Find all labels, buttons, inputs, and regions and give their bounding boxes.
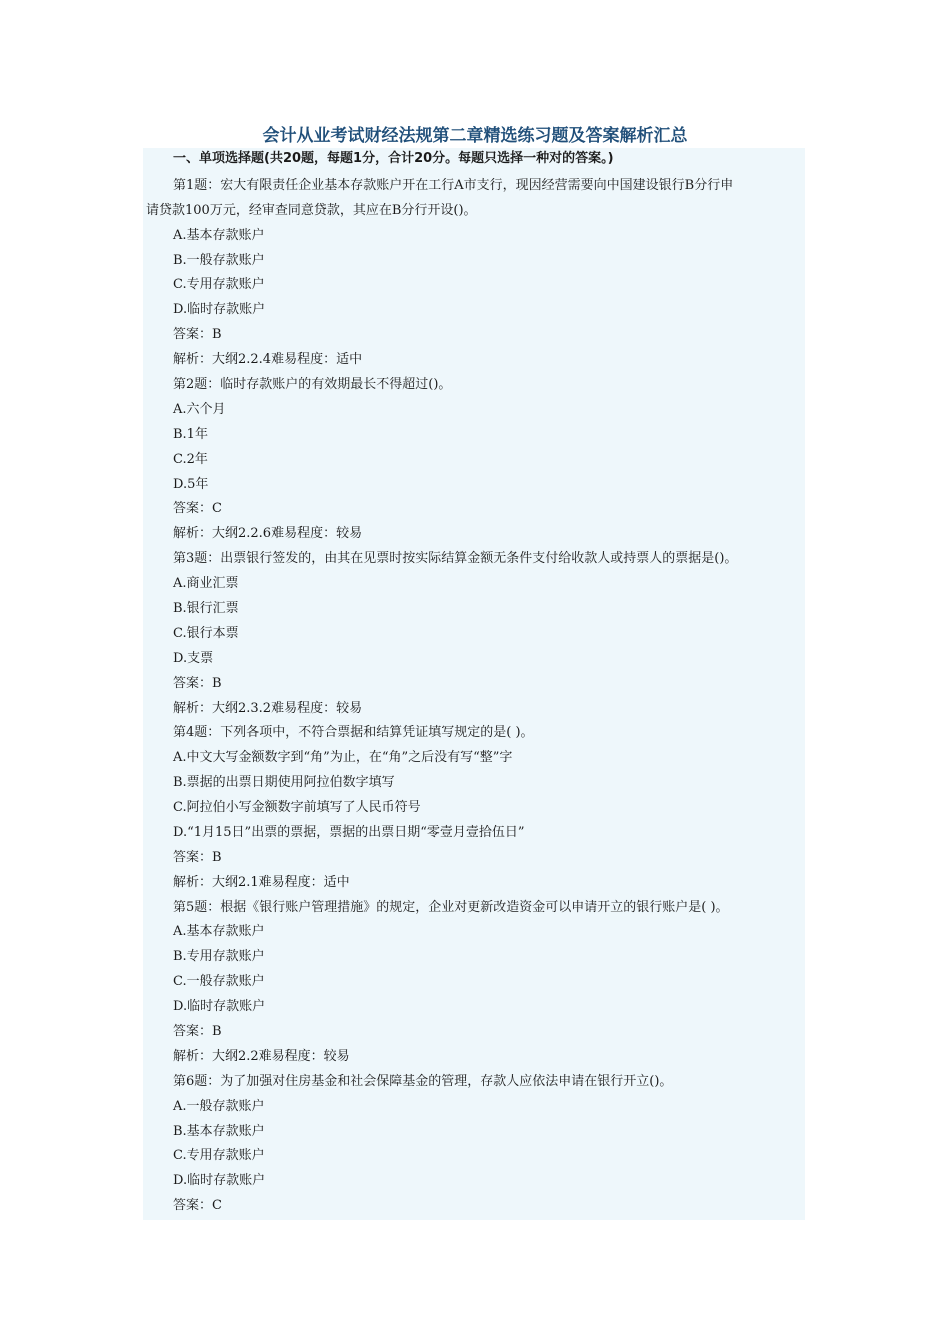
- question-1-answer: 答案：B: [173, 327, 222, 342]
- question-6-option-b: B.基本存款账户: [173, 1124, 265, 1139]
- question-2-option-b: B.1年: [173, 427, 208, 442]
- question-3-answer: 答案：B: [173, 676, 222, 691]
- document-body: [143, 148, 805, 1220]
- question-4-stem: 第4题：下列各项中，不符合票据和结算凭证填写规定的是( )。: [173, 725, 534, 740]
- question-5-stem: 第5题：根据《银行账户管理措施》的规定，企业对更新改造资金可以申请开立的银行账户是( )。: [173, 900, 729, 915]
- question-2-option-c: C.2年: [173, 452, 208, 467]
- question-1-option-c: C.专用存款账户: [173, 277, 265, 292]
- question-4-option-b: B.票据的出票日期使用阿拉伯数字填写: [173, 775, 395, 790]
- question-3-analysis: 解析：大纲2.3.2难易程度：较易: [173, 701, 363, 716]
- question-6-option-d: D.临时存款账户: [173, 1173, 266, 1188]
- question-1-option-b: B.一般存款账户: [173, 253, 265, 268]
- question-6-answer: 答案：C: [173, 1198, 222, 1213]
- question-5-option-a: A.基本存款账户: [173, 924, 265, 939]
- question-3-option-a: A.商业汇票: [173, 576, 239, 591]
- question-4-analysis: 解析：大纲2.1难易程度：适中: [173, 875, 350, 890]
- question-4-option-a: A.中文大写金额数字到“角”为止，在“角”之后没有写“整”字: [173, 750, 513, 765]
- question-4-answer: 答案：B: [173, 850, 222, 865]
- page-title: 会计从业考试财经法规第二章精选练习题及答案解析汇总: [262, 126, 688, 146]
- section-heading: 一、单项选择题(共20题，每题1分，合计20分。每题只选择一种对的答案。): [173, 151, 614, 166]
- question-6-option-c: C.专用存款账户: [173, 1148, 265, 1163]
- question-1-stem: 第1题：宏大有限责任企业基本存款账户开在工行A市支行，现因经营需要向中国建设银行B分行申: [173, 178, 734, 193]
- question-3-option-c: C.银行本票: [173, 626, 239, 641]
- question-5-option-c: C.一般存款账户: [173, 974, 265, 989]
- question-5-analysis: 解析：大纲2.2难易程度：较易: [173, 1049, 350, 1064]
- question-3-option-b: B.银行汇票: [173, 601, 239, 616]
- question-4-option-d: D.“1月15日”出票的票据，票据的出票日期“零壹月壹拾伍日”: [173, 825, 525, 840]
- question-1-stem-continued: 请贷款100万元，经审查同意贷款，其应在B分行开设()。: [146, 203, 477, 218]
- question-5-option-b: B.专用存款账户: [173, 949, 265, 964]
- question-2-option-d: D.5年: [173, 477, 209, 492]
- question-4-option-c: C.阿拉伯小写金额数字前填写了人民币符号: [173, 800, 421, 815]
- question-5-answer: 答案：B: [173, 1024, 222, 1039]
- question-2-analysis: 解析：大纲2.2.6难易程度：较易: [173, 526, 363, 541]
- question-2-answer: 答案：C: [173, 501, 222, 516]
- question-1-option-d: D.临时存款账户: [173, 302, 266, 317]
- question-5-option-d: D.临时存款账户: [173, 999, 266, 1014]
- question-6-stem: 第6题：为了加强对住房基金和社会保障基金的管理，存款人应依法申请在银行开立()。: [173, 1074, 673, 1089]
- question-2-option-a: A.六个月: [173, 402, 226, 417]
- question-1-analysis: 解析：大纲2.2.4难易程度：适中: [173, 352, 363, 367]
- question-6-option-a: A.一般存款账户: [173, 1099, 265, 1114]
- question-3-stem: 第3题：出票银行签发的，由其在见票时按实际结算金额无条件支付给收款人或持票人的票据是()。: [173, 551, 738, 566]
- question-2-stem: 第2题：临时存款账户的有效期最长不得超过()。: [173, 377, 452, 392]
- question-1-option-a: A.基本存款账户: [173, 228, 265, 243]
- question-3-option-d: D.支票: [173, 651, 214, 666]
